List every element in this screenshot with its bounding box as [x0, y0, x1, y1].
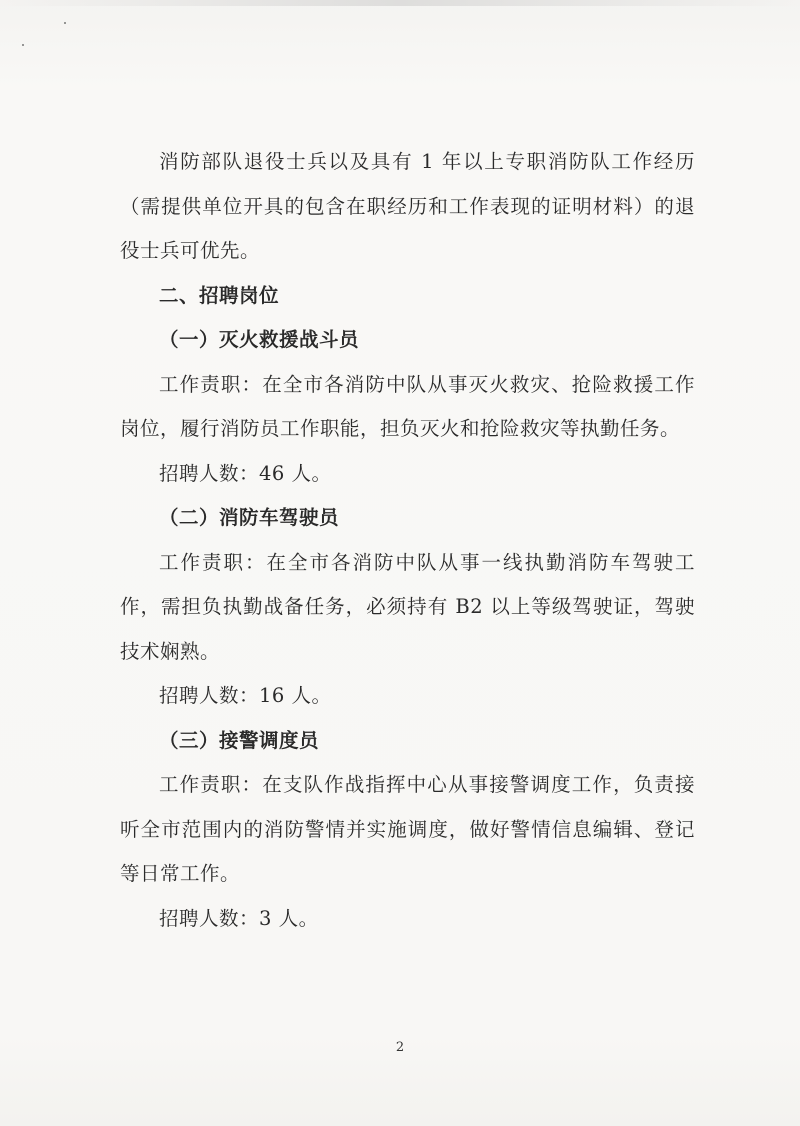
- paragraph-priority: 消防部队退役士兵以及具有 1 年以上专职消防队工作经历（需提供单位开具的包含在职经历和工作表现的证明材料）的退役士兵可优先。: [120, 150, 695, 262]
- paragraph-firefighter-duties: 工作责职：在全市各消防中队从事灭火救灾、抢险救援工作岗位，履行消防员工作职能，担负灭火和抢险救灾等执勤任务。: [120, 372, 695, 440]
- paragraph-driver-count: 招聘人数：16 人。: [159, 684, 332, 707]
- paragraph-dispatcher-duties: 工作责职：在支队作战指挥中心从事接警调度工作，负责接听全市范围内的消防警情并实施调度，做好警情信息编辑、登记等日常工作。: [120, 773, 695, 885]
- paragraph-firefighter-count: 招聘人数：46 人。: [159, 461, 332, 485]
- subheading-firefighter: （一）灭火救援战斗员: [159, 328, 360, 351]
- page-number: 2: [395, 1040, 405, 1055]
- subheading-dispatcher: （三）接警调度员: [159, 728, 320, 752]
- section-heading-positions: 二、招聘岗位: [159, 283, 280, 307]
- subheading-driver: （二）消防车驾驶员: [159, 506, 340, 529]
- scan-edge: [0, 0, 800, 6]
- document-body: [120, 140, 695, 941]
- paragraph-driver-duties: 工作责职：在全市各消防中队从事一线执勤消防车驾驶工作，需担负执勤战备任务，必须持有 B2 以上等级驾驶证，驾驶技术娴熟。: [120, 550, 695, 663]
- scan-speck: [64, 22, 66, 24]
- paragraph-dispatcher-count: 招聘人数：3 人。: [159, 906, 319, 930]
- scan-speck: [22, 44, 24, 46]
